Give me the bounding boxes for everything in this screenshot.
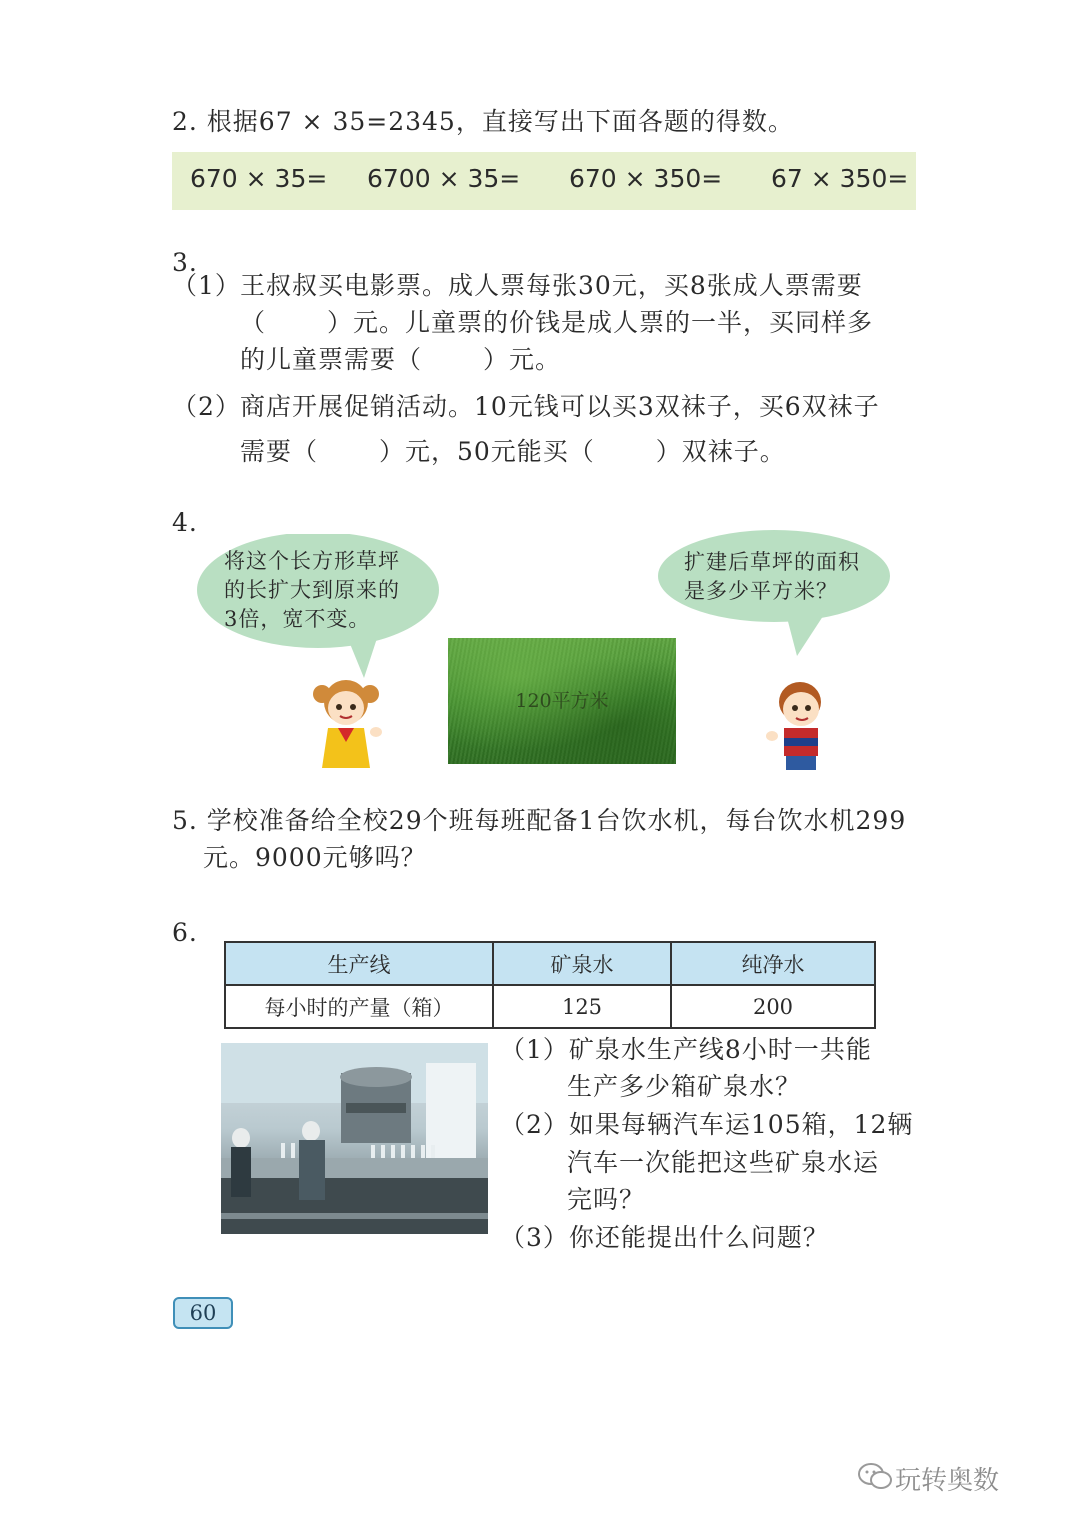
table-header-cell: 生产线 <box>225 942 493 985</box>
problem-6-number: 6. <box>172 918 198 947</box>
table-cell: 200 <box>671 985 875 1028</box>
lawn-area-label: 120平方米 <box>515 690 609 712</box>
problem-3-part1-line3: 的儿童票需要（ ）元。 <box>240 345 561 374</box>
table-header-cell: 矿泉水 <box>493 942 671 985</box>
boy-speech-line-1: 扩建后草坪的面积 <box>684 550 860 574</box>
girl-speech-line-1: 将这个长方形草坪 <box>224 549 400 573</box>
expression-2: 6700 × 35= <box>367 164 521 193</box>
problem-3-part1-line2: （ ）元。儿童票的价钱是成人票的一半，买同样多 <box>240 308 873 337</box>
question-2-line2: 汽车一次能把这些矿泉水运 <box>567 1148 880 1177</box>
table-cell: 125 <box>493 985 671 1028</box>
boy-speech-text <box>684 548 860 606</box>
girl-speech-line-3: 3倍，宽不变。 <box>224 607 371 631</box>
wechat-icon <box>858 1462 892 1492</box>
question-1-line2: 生产多少箱矿泉水？ <box>567 1072 802 1101</box>
table-row <box>225 985 875 1028</box>
expression-1: 670 × 35= <box>190 164 328 193</box>
question-2-line1: （2）如果每辆汽车运105箱，12辆 <box>500 1110 914 1139</box>
problem-4-number: 4. <box>172 508 198 537</box>
question-1-line1: （1）矿泉水生产线8小时一共能 <box>500 1035 872 1064</box>
problem-3-part2-line1: 商店开展促销活动。10元钱可以买3双袜子，买6双袜子 <box>240 392 880 421</box>
table-header-row <box>225 942 875 985</box>
question-2-line3: 完吗？ <box>567 1185 646 1214</box>
table-cell: 每小时的产量（箱） <box>225 985 493 1028</box>
page-number: 60 <box>173 1297 233 1329</box>
table-header-cell: 纯净水 <box>671 942 875 985</box>
factory-photo <box>221 1043 488 1234</box>
problem-5-line2: 元。9000元够吗？ <box>203 843 427 872</box>
problem-3-part2-label: （2） <box>172 392 241 421</box>
problem-5-line1: 5. 学校准备给全校29个班每班配备1台饮水机，每台饮水机299 <box>172 806 907 835</box>
problem-3-part2-line2: 需要（ ）元，50元能买（ ）双袜子。 <box>240 437 786 466</box>
problem-2-title: 2. 根据67 × 35=2345，直接写出下面各题的得数。 <box>172 107 794 136</box>
problem-3-part1-label: （1） <box>172 271 241 300</box>
question-3-line1: （3）你还能提出什么问题？ <box>500 1223 829 1252</box>
boy-speech-line-2: 是多少平方米？ <box>684 579 838 603</box>
girl-speech-text <box>224 547 400 634</box>
girl-speech-line-2: 的长扩大到原来的 <box>224 578 400 602</box>
boy-illustration <box>762 676 834 774</box>
problem-3-number: 3. <box>172 248 198 277</box>
girl-illustration <box>308 672 390 774</box>
watermark-text: 玩转奥数 <box>895 1466 1000 1496</box>
expression-3: 670 × 350= <box>569 164 723 193</box>
problem-3-part1-line1: 王叔叔买电影票。成人票每张30元，买8张成人票需要 <box>240 271 863 300</box>
expression-4: 67 × 350= <box>771 164 909 193</box>
production-table <box>224 941 876 1029</box>
lawn-image <box>448 638 676 764</box>
